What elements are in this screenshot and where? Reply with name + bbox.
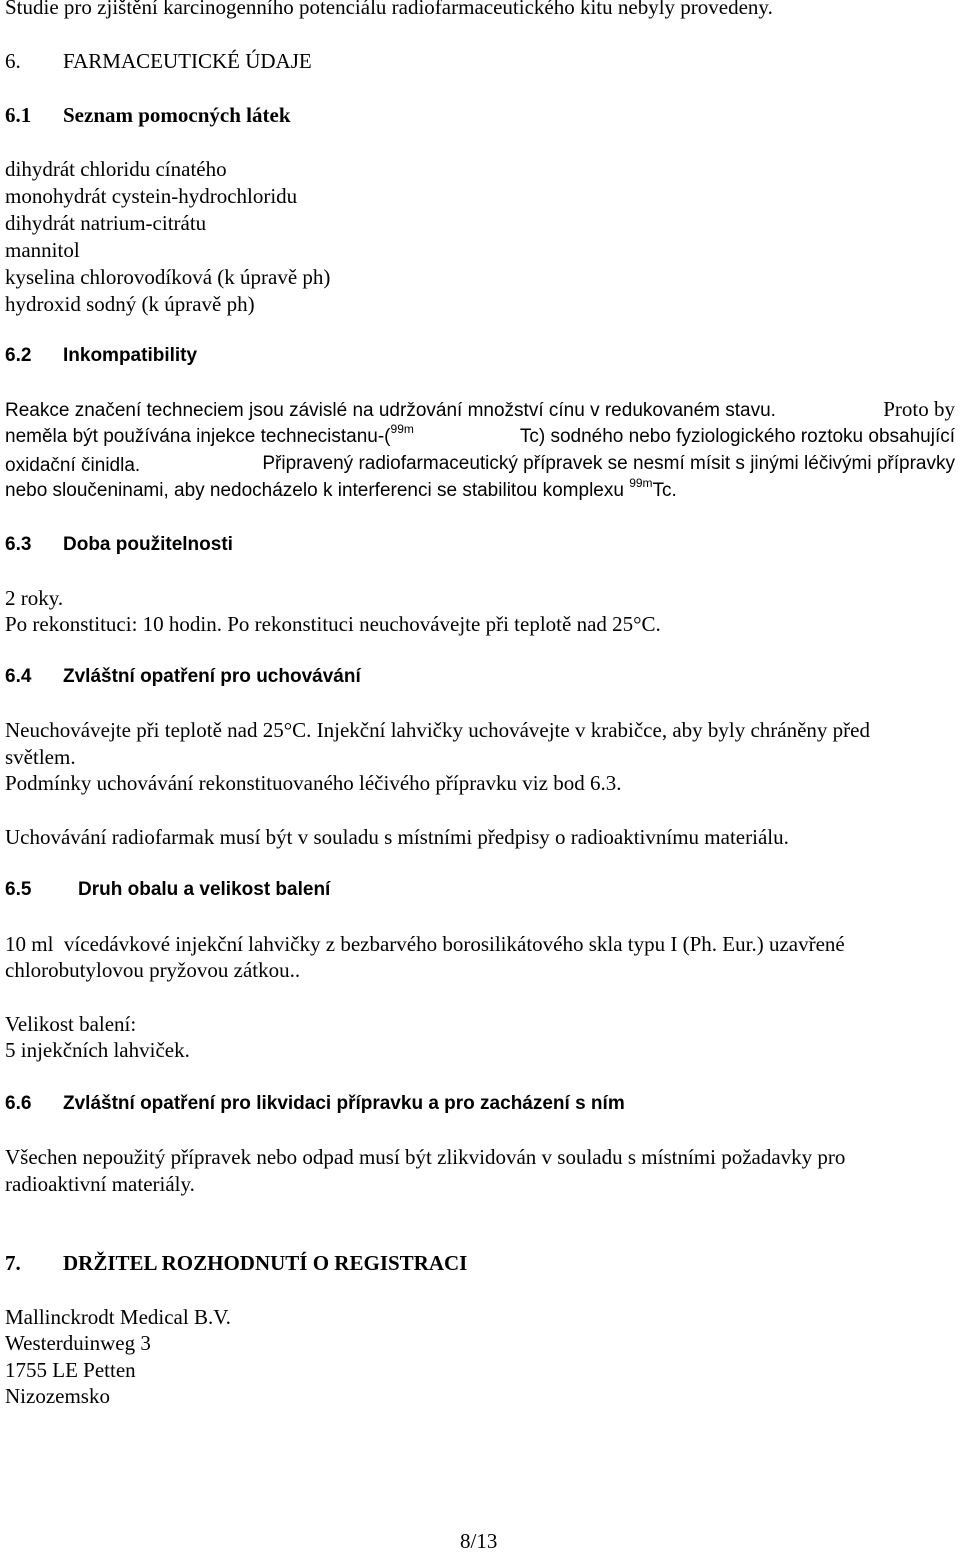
incompatibility-text: Tc) sodného nebo fyziologického roztoku obsahující [519,426,955,447]
section-6-4-heading [5,664,361,690]
holder-address-line: Mallinckrodt Medical B.V. [5,1305,231,1329]
incompatibility-text: oxidační činidla. [5,455,141,476]
excipient-item: hydroxid sodný (k úpravě ph) [5,292,255,316]
holder-address-line: Westerduinweg 3 [5,1331,151,1355]
section-6-heading [5,48,312,74]
excipient-item: dihydrát chloridu cínatého [5,157,227,181]
section-number: 6. [5,49,21,73]
section-6-5-heading [5,877,330,903]
holder-address-line: Nizozemsko [5,1384,110,1408]
incompatibility-text: Tc. [652,480,677,501]
pack-size-value: 5 injekčních lahviček. [5,1038,190,1062]
section-title: Druh obalu a velikost balení [78,879,331,900]
section-6-3-heading [5,532,233,558]
storage-text: Podmínky uchovávání rekonstituovaného léčivého přípravku viz bod 6.3. [5,771,622,795]
packaging-text: chlorobutylovou pryžovou zátkou.. [5,958,301,982]
shelf-life-text: Po rekonstituci: 10 hodin. Po rekonstituci neuchovávejte při teplotě nad 25°C. [5,612,661,636]
section-title: Inkompatibility [63,345,198,366]
incompatibility-text: Proto by [883,397,955,421]
section-title: Doba použitelnosti [63,534,233,555]
section-6-6-heading [5,1091,625,1117]
section-number: 6.3 [5,534,32,555]
section-number: 6.5 [5,879,32,900]
incompatibility-paragraph-line-1 [5,396,955,424]
isotope-superscript: 99m [390,422,414,436]
disposal-text: Všechen nepoužitý přípravek nebo odpad musí být zlikvidován v souladu s místními požadavky pro [5,1145,846,1169]
excipient-item: kyselina chlorovodíková (k úpravě ph) [5,265,331,289]
holder-address-line: 1755 LE Petten [5,1358,136,1382]
incompatibility-paragraph-line-2 [5,424,955,450]
section-number: 6.1 [5,103,32,127]
shelf-life-text: 2 roky. [5,586,64,610]
pack-size-label: Velikost balení: [5,1012,137,1036]
section-7-heading [5,1250,467,1276]
excipient-item: dihydrát natrium-citrátu [5,211,207,235]
section-title: Seznam pomocných látek [63,103,291,127]
section-number: 6.4 [5,666,32,687]
section-6-1-heading [5,102,291,128]
incompatibility-text: neměla být používána injekce technecistanu-( [5,426,391,447]
incompatibility-paragraph-line-4 [5,478,677,504]
incompatibility-text: Reakce značení techneciem jsou závislé na udržování množství cínu v redukovaném stavu. [5,400,776,421]
packaging-text: 10 ml vícedávkové injekční lahvičky z bezbarvého borosilikátového skla typu I (Ph. Eur.) uzavřené [5,932,845,956]
isotope-superscript: 99m [629,476,653,490]
section-title: FARMACEUTICKÉ ÚDAJE [63,49,312,73]
disposal-text: radioaktivní materiály. [5,1172,195,1196]
storage-text: světlem. [5,745,76,769]
incompatibility-paragraph-line-3 [5,451,955,479]
section-number: 6.6 [5,1093,32,1114]
storage-text: Neuchovávejte při teplotě nad 25°C. Injekční lahvičky uchovávejte v krabičce, aby byly chráněny před [5,718,870,742]
section-number: 7. [5,1251,21,1275]
excipient-item: monohydrát cystein-hydrochloridu [5,184,298,208]
section-6-2-heading [5,343,197,369]
section-number: 6.2 [5,345,32,366]
incompatibility-text: Připravený radiofarmaceutický přípravek se nesmí mísit s jinými léčivými přípravky [262,453,955,474]
storage-text: Uchovávání radiofarmak musí být v souladu s místními předpisy o radioaktivnímu materiálu. [5,825,789,849]
section-title: Zvláštní opatření pro uchovávání [63,666,361,687]
page-number: 8/13 [460,1529,498,1553]
excipient-item: mannitol [5,238,80,262]
intro-text: Studie pro zjištění karcinogenního potenciálu radiofarmaceutického kitu nebyly provedeny. [5,0,773,19]
section-title: Zvláštní opatření pro likvidaci přípravku a pro zacházení s ním [63,1093,625,1114]
incompatibility-text: nebo sloučeninami, aby nedocházelo k interferenci se stabilitou komplexu [5,480,624,501]
section-title: DRŽITEL ROZHODNUTÍ O REGISTRACI [63,1251,468,1275]
